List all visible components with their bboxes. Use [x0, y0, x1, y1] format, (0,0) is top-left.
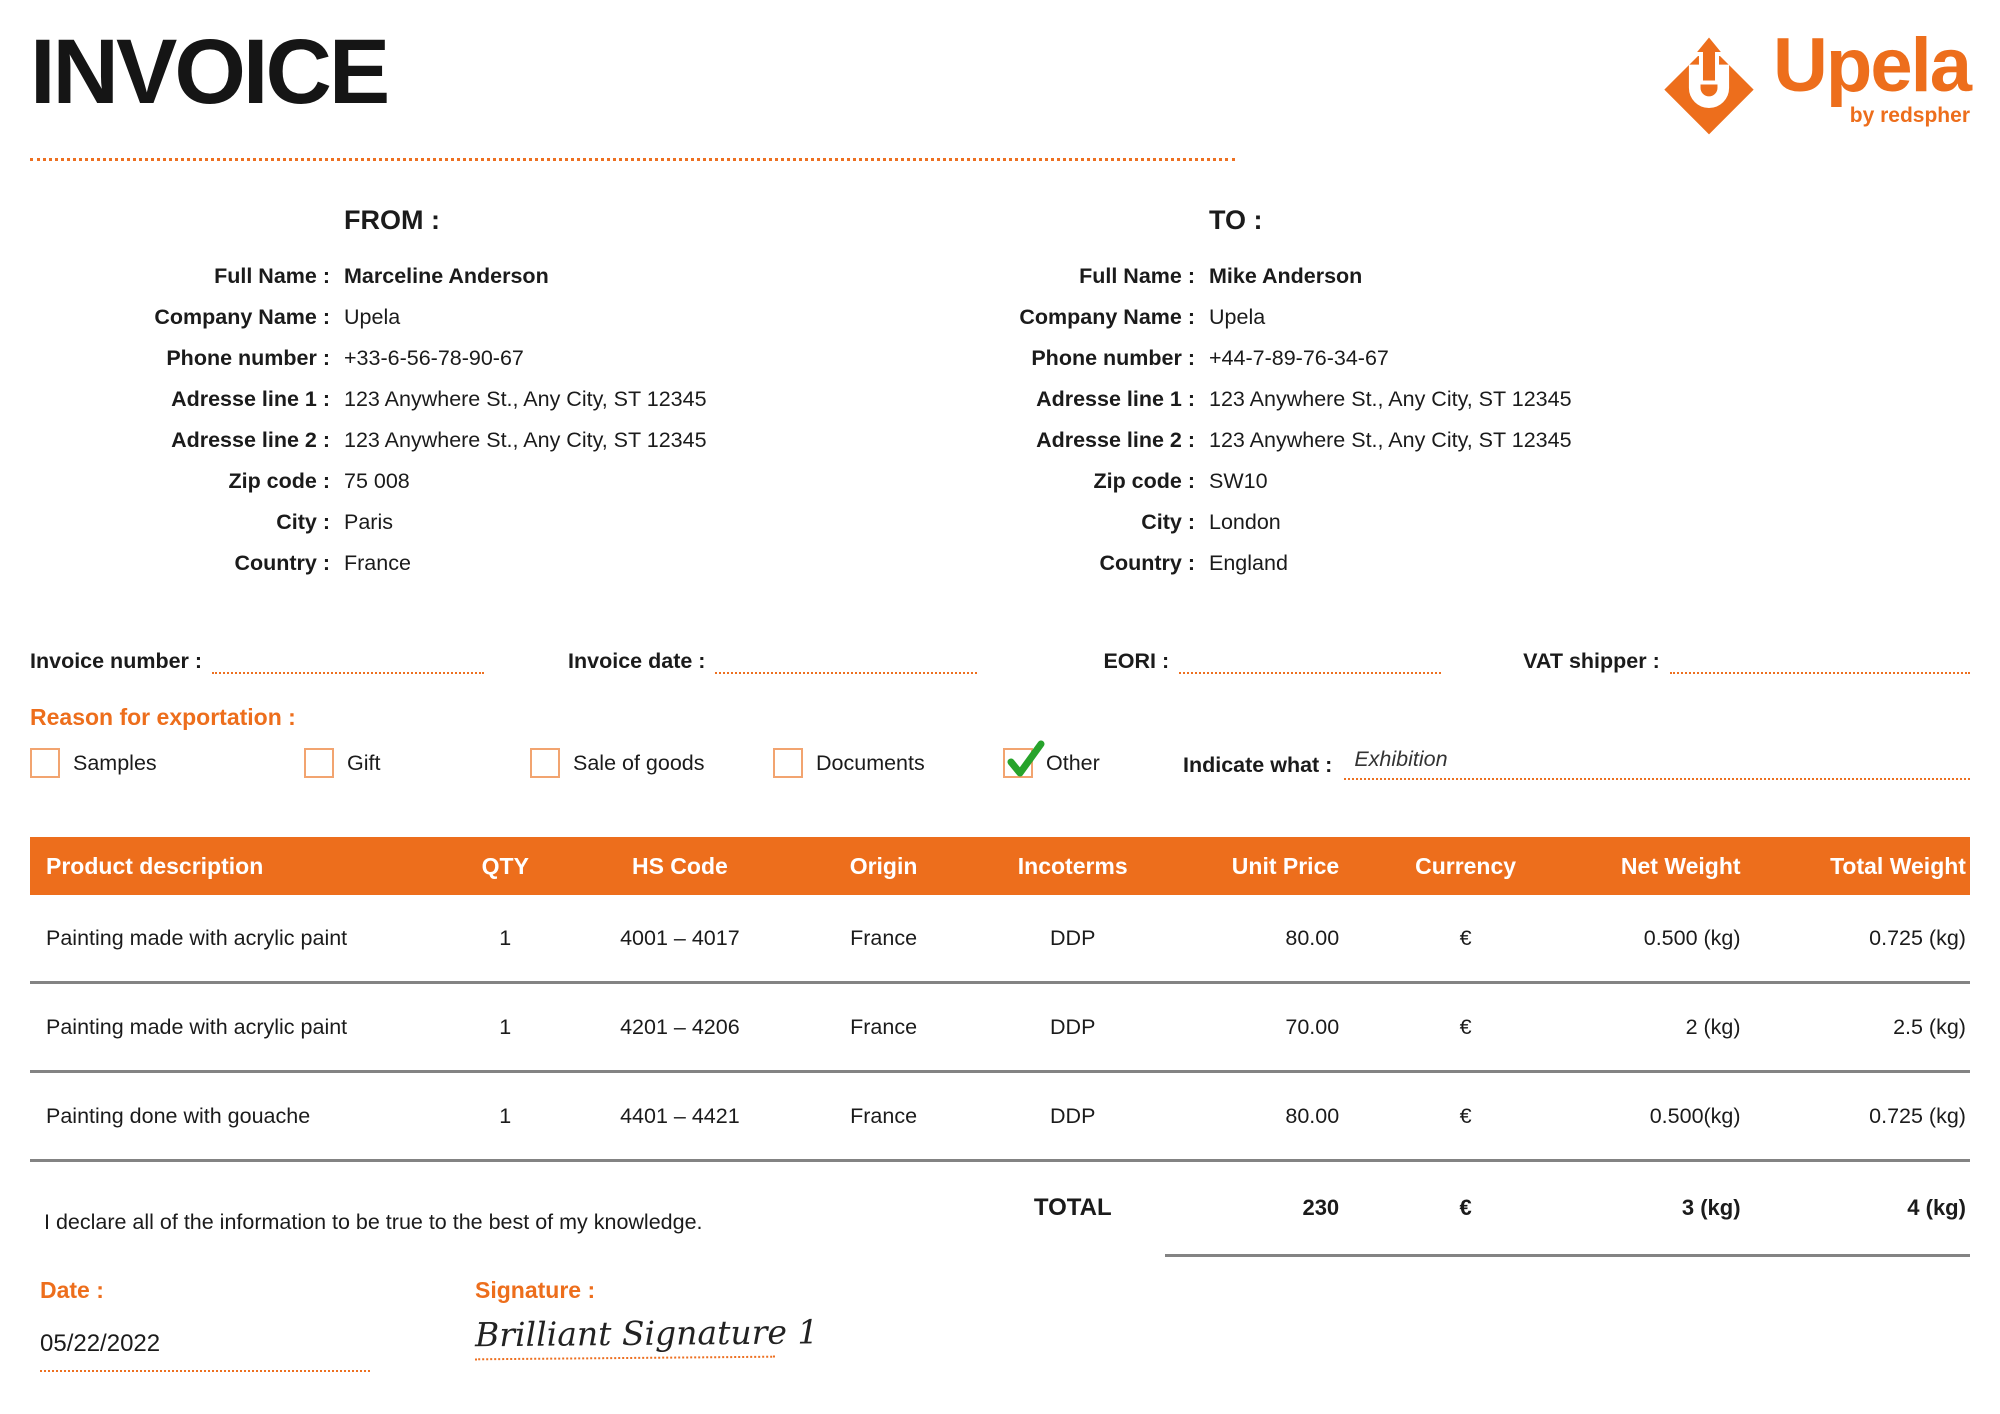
option-samples [30, 748, 304, 778]
to-heading: TO : [1209, 205, 1263, 235]
from-company-row [30, 297, 930, 338]
eori-label: EORI : [1103, 649, 1170, 673]
cell-qty: 1 [499, 1014, 512, 1039]
footer-section [30, 1277, 1970, 1372]
field-value: 75 008 [344, 469, 410, 493]
field-value: 123 Anywhere St., Any City, ST 12345 [344, 428, 707, 452]
field-value: Paris [344, 510, 393, 534]
checkbox-label-sale-of-goods: Sale of goods [573, 750, 705, 775]
cell-hs-code: 4001 – 4017 [620, 925, 740, 950]
field-value: 123 Anywhere St., Any City, ST 12345 [344, 387, 707, 411]
option-documents [773, 748, 1003, 778]
checkbox-label-documents: Documents [816, 750, 925, 775]
invoice-meta-row [30, 648, 1970, 674]
field-label: Company Name : [154, 305, 330, 329]
from-full-name-row [30, 256, 930, 297]
table-header-row [30, 837, 1970, 895]
option-gift [304, 748, 530, 778]
cell-incoterms: DDP [1050, 925, 1096, 950]
field-value: Upela [344, 305, 401, 329]
cell-net-weight: 2 (kg) [1685, 1014, 1741, 1039]
upela-diamond-arrow-icon [1659, 30, 1759, 144]
to-phone-row [930, 338, 1970, 379]
to-company-row [930, 297, 1970, 338]
checkbox-gift[interactable] [304, 748, 334, 778]
cell-currency: € [1459, 1014, 1472, 1039]
field-label: Adresse line 2 : [171, 428, 330, 452]
invoice-number-group [30, 648, 484, 674]
field-label: Adresse line 1 : [1036, 387, 1195, 411]
field-label: Adresse line 2 : [1036, 428, 1195, 452]
total-net-weight: 3 (kg) [1681, 1195, 1741, 1220]
from-country-row [30, 543, 930, 584]
field-label: Company Name : [1019, 305, 1195, 329]
vat-shipper-label: VAT shipper : [1523, 649, 1660, 673]
field-value: England [1209, 551, 1288, 575]
col-header-incoterms: Incoterms [1017, 852, 1128, 879]
header [30, 21, 1970, 138]
to-full-name-row [930, 256, 1970, 297]
cell-currency: € [1459, 1103, 1472, 1128]
cell-origin: France [850, 1014, 918, 1039]
field-label: City : [1141, 510, 1195, 534]
field-value: 123 Anywhere St., Any City, ST 12345 [1209, 428, 1572, 452]
from-section [30, 205, 930, 584]
cell-unit-price: 80.00 [1285, 1103, 1340, 1128]
declaration-text: I declare all of the information to be true to the best of my knowledge. [44, 1209, 703, 1234]
items-table [30, 837, 1970, 1257]
invoice-date-group [568, 648, 977, 674]
reason-for-exportation-heading: Reason for exportation : [30, 704, 296, 730]
total-total-weight: 4 (kg) [1907, 1195, 1966, 1220]
cell-origin: France [850, 1103, 918, 1128]
cell-currency: € [1459, 925, 1472, 950]
field-label: Country : [234, 551, 330, 575]
vat-shipper-field[interactable] [1670, 648, 1970, 674]
cell-qty: 1 [499, 925, 512, 950]
cell-product: Painting made with acrylic paint [46, 1014, 348, 1039]
cell-unit-price: 80.00 [1285, 925, 1340, 950]
logo-brand-name: Upela [1773, 23, 1970, 108]
field-label: Phone number : [166, 346, 330, 370]
field-value: SW10 [1209, 469, 1268, 493]
col-header-product: Product description [46, 852, 264, 879]
total-currency: € [1459, 1195, 1472, 1220]
invoice-date-label: Invoice date : [568, 649, 706, 673]
from-city-row [30, 502, 930, 543]
upela-logo [1659, 23, 1970, 144]
cell-origin: France [850, 925, 918, 950]
checkbox-sale-of-goods[interactable] [530, 748, 560, 778]
table-row [30, 984, 1970, 1073]
table-row [30, 895, 1970, 984]
cell-incoterms: DDP [1050, 1103, 1096, 1128]
indicate-what-field[interactable]: Exhibition [1344, 747, 1970, 780]
cell-total-weight: 0.725 (kg) [1869, 1103, 1966, 1128]
field-label: City : [276, 510, 330, 534]
from-address1-row [30, 379, 930, 420]
checkbox-label-samples: Samples [73, 750, 157, 775]
signature-label: Signature : [475, 1277, 596, 1303]
to-country-row [930, 543, 1970, 584]
field-value: Upela [1209, 305, 1266, 329]
cell-total-weight: 2.5 (kg) [1893, 1014, 1966, 1039]
from-heading: FROM : [344, 205, 440, 235]
to-address1-row [930, 379, 1970, 420]
field-label: Phone number : [1031, 346, 1195, 370]
eori-group [1103, 648, 1441, 674]
checkbox-documents[interactable] [773, 748, 803, 778]
invoice-number-field[interactable] [212, 648, 484, 674]
title-divider [30, 158, 1235, 161]
field-label: Adresse line 1 : [171, 387, 330, 411]
from-phone-row [30, 338, 930, 379]
cell-hs-code: 4201 – 4206 [620, 1014, 740, 1039]
checkbox-samples[interactable] [30, 748, 60, 778]
col-header-net-weight: Net Weight [1620, 852, 1741, 879]
field-label: Zip code : [1093, 469, 1195, 493]
invoice-date-field[interactable] [715, 648, 977, 674]
total-label: TOTAL [1033, 1194, 1112, 1221]
check-icon [1003, 740, 1047, 782]
to-address2-row [930, 420, 1970, 461]
eori-field[interactable] [1179, 648, 1441, 674]
cell-hs-code: 4401 – 4421 [620, 1103, 740, 1128]
cell-product: Painting made with acrylic paint [46, 925, 348, 950]
field-label: Full Name : [214, 264, 330, 288]
field-value: +44-7-89-76-34-67 [1209, 346, 1389, 370]
cell-unit-price: 70.00 [1285, 1014, 1340, 1039]
cell-incoterms: DDP [1050, 1014, 1096, 1039]
table-total-row [30, 1162, 1970, 1254]
from-zip-row [30, 461, 930, 502]
cell-total-weight: 0.725 (kg) [1869, 925, 1966, 950]
to-city-row [930, 502, 1970, 543]
signature-field[interactable]: Brilliant Signature 1 [475, 1313, 775, 1361]
logo-text [1773, 23, 1970, 128]
date-label: Date : [40, 1277, 104, 1303]
field-value: France [344, 551, 411, 575]
signature-block [474, 1277, 819, 1372]
cell-qty: 1 [499, 1103, 512, 1128]
checkbox-label-other: Other [1046, 750, 1100, 775]
col-header-total-weight: Total Weight [1830, 852, 1966, 879]
total-divider [1165, 1254, 1970, 1257]
field-value: London [1209, 510, 1281, 534]
field-value: Marceline Anderson [344, 264, 549, 288]
col-header-hs-code: HS Code [631, 852, 728, 879]
parties-section [30, 205, 1970, 584]
exportation-options-row [30, 745, 1970, 781]
field-value: +33-6-56-78-90-67 [344, 346, 524, 370]
field-label: Zip code : [228, 469, 330, 493]
vat-shipper-group [1523, 648, 1970, 674]
field-value: Mike Anderson [1209, 264, 1363, 288]
date-field[interactable]: 05/22/2022 [40, 1330, 370, 1372]
indicate-what-label: Indicate what : [1183, 752, 1333, 777]
col-header-qty: QTY [481, 852, 529, 879]
logo-byline: by redspher [1849, 104, 1970, 128]
page-title: INVOICE [30, 21, 388, 123]
invoice-number-label: Invoice number : [30, 649, 203, 673]
to-section [930, 205, 1970, 584]
cell-net-weight: 0.500 (kg) [1643, 925, 1741, 950]
date-block [40, 1277, 370, 1372]
col-header-unit-price: Unit Price [1231, 852, 1340, 879]
field-label: Full Name : [1079, 264, 1195, 288]
field-label: Country : [1099, 551, 1195, 575]
col-header-origin: Origin [849, 852, 918, 879]
to-zip-row [930, 461, 1970, 502]
cell-product: Painting done with gouache [46, 1103, 311, 1128]
cell-net-weight: 0.500(kg) [1649, 1103, 1741, 1128]
indicate-what-group [1183, 747, 1970, 780]
checkbox-label-gift: Gift [347, 750, 381, 775]
from-address2-row [30, 420, 930, 461]
option-other [1003, 748, 1183, 778]
field-value: 123 Anywhere St., Any City, ST 12345 [1209, 387, 1572, 411]
total-unit-price: 230 [1302, 1195, 1340, 1220]
option-sale-of-goods [530, 748, 773, 778]
col-header-currency: Currency [1415, 852, 1517, 879]
table-row [30, 1073, 1970, 1162]
checkbox-other-checked[interactable] [1003, 748, 1033, 778]
